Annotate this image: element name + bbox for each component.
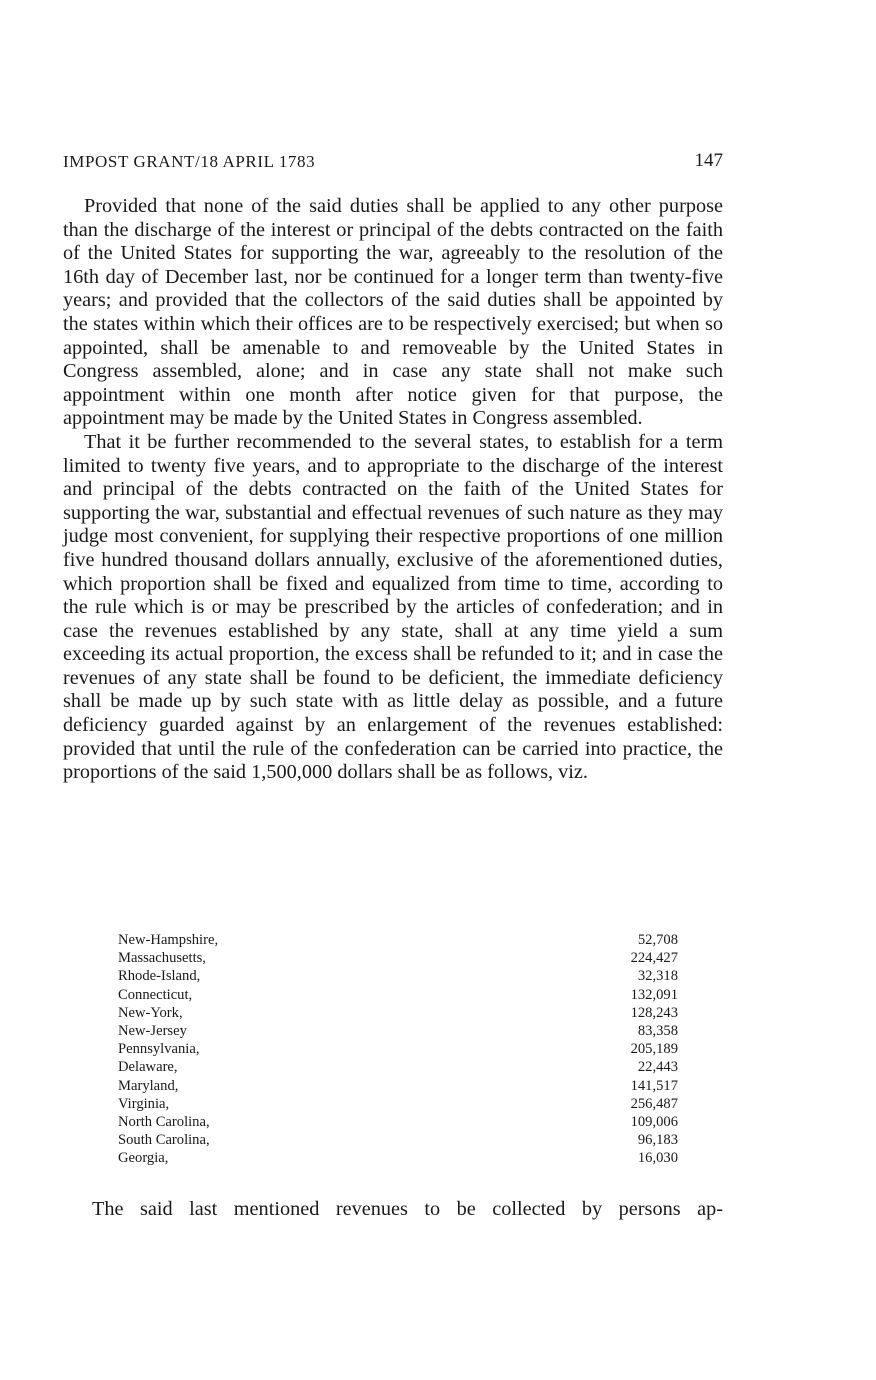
state-amount: 109,006 [630, 1113, 678, 1130]
state-name: Virginia, [118, 1095, 170, 1112]
table-row [118, 1149, 678, 1167]
state-amount: 83,358 [637, 1022, 678, 1039]
state-name: North Carolina, [118, 1113, 210, 1130]
paragraph-recommendation: That it be further recommended to the several states, to establish for a term limited to twenty five years, and to appropriate to the discharge of the interest and principal of the debts contracted on the faith of the United States for supporting the war, substantial and effectual revenues of such nature as they may judge most convenient, for supplying their respective proportions of one million five hundred thousand dollars annually, exclusive of the aforementioned duties, which proportion shall be fixed and equalized from time to time, according to the rule which is or may be prescribed by the articles of confederation; and in case the revenues established by any state, shall at any time yield a sum exceeding its actual proportion, the excess shall be refunded to it; and in case the revenues of any state shall be found to be deficient, the immediate deficiency shall be made up by such state with as little delay as possible, and a future deficiency guarded against by an enlargement of the revenues established: provided that until the rule of the confederation can be carried into practice, the proportions of the said 1,500,000 dollars shall be as follows, viz. [63, 430, 723, 784]
state-proportions-table [118, 931, 678, 1167]
body-text [63, 195, 723, 785]
state-amount: 128,243 [630, 1004, 678, 1021]
state-amount: 22,443 [637, 1059, 678, 1076]
state-name: New-York, [118, 1004, 183, 1021]
state-amount: 205,189 [630, 1041, 678, 1058]
table-row [118, 1095, 678, 1113]
table-row [118, 986, 678, 1004]
state-amount: 52,708 [637, 932, 678, 948]
state-name: Delaware, [118, 1059, 178, 1076]
state-name: New-Hampshire, [118, 932, 219, 948]
state-name: Georgia, [118, 1150, 169, 1167]
table-row [118, 931, 678, 949]
state-amount: 32,318 [637, 968, 678, 985]
table-row [118, 1058, 678, 1076]
table-row [118, 1022, 678, 1040]
state-name: Rhode-Island, [118, 968, 201, 985]
state-name: Pennsylvania, [118, 1041, 200, 1058]
running-head [63, 150, 723, 176]
table-row [118, 1113, 678, 1131]
running-head-title: IMPOST GRANT/18 APRIL 1783 [63, 152, 316, 171]
table-row [118, 967, 678, 985]
state-name: Connecticut, [118, 986, 193, 1003]
table-row [118, 949, 678, 967]
paragraph-proviso: Provided that none of the said duties shall be applied to any other purpose than the discharge of the interest or principal of the debts contracted on the faith of the United States for supporting the war, agreeably to the resolution of the 16th day of December last, nor be continued for a longer term than twenty-five years; and provided that the collectors of the said duties shall be appointed by the states within which their offices are to be respectively exercised; but when so appointed, shall be amenable to and removeable by the United States in Congress assembled, alone; and in case any state shall not make such appointment within one month after notice given for that purpose, the appointment may be made by the United States in Congress assembled. [63, 195, 723, 430]
table-row [118, 1077, 678, 1095]
state-amount: 16,030 [637, 1150, 678, 1167]
state-amount: 132,091 [630, 986, 678, 1003]
closing-line-text: The said last mentioned revenues to be collected by persons ap- [92, 1198, 723, 1220]
state-amount: 224,427 [630, 950, 678, 967]
table-row [118, 1004, 678, 1022]
state-name: New-Jersey [118, 1022, 187, 1039]
table-row [118, 1131, 678, 1149]
state-name: South Carolina, [118, 1132, 210, 1149]
page-number: 147 [694, 150, 723, 171]
state-name: Maryland, [118, 1077, 179, 1094]
state-amount: 96,183 [637, 1132, 678, 1149]
state-name: Massachusetts, [118, 950, 206, 967]
state-amount: 256,487 [630, 1095, 678, 1112]
closing-line [63, 1197, 723, 1221]
state-amount: 141,517 [630, 1077, 678, 1094]
table-row [118, 1040, 678, 1058]
